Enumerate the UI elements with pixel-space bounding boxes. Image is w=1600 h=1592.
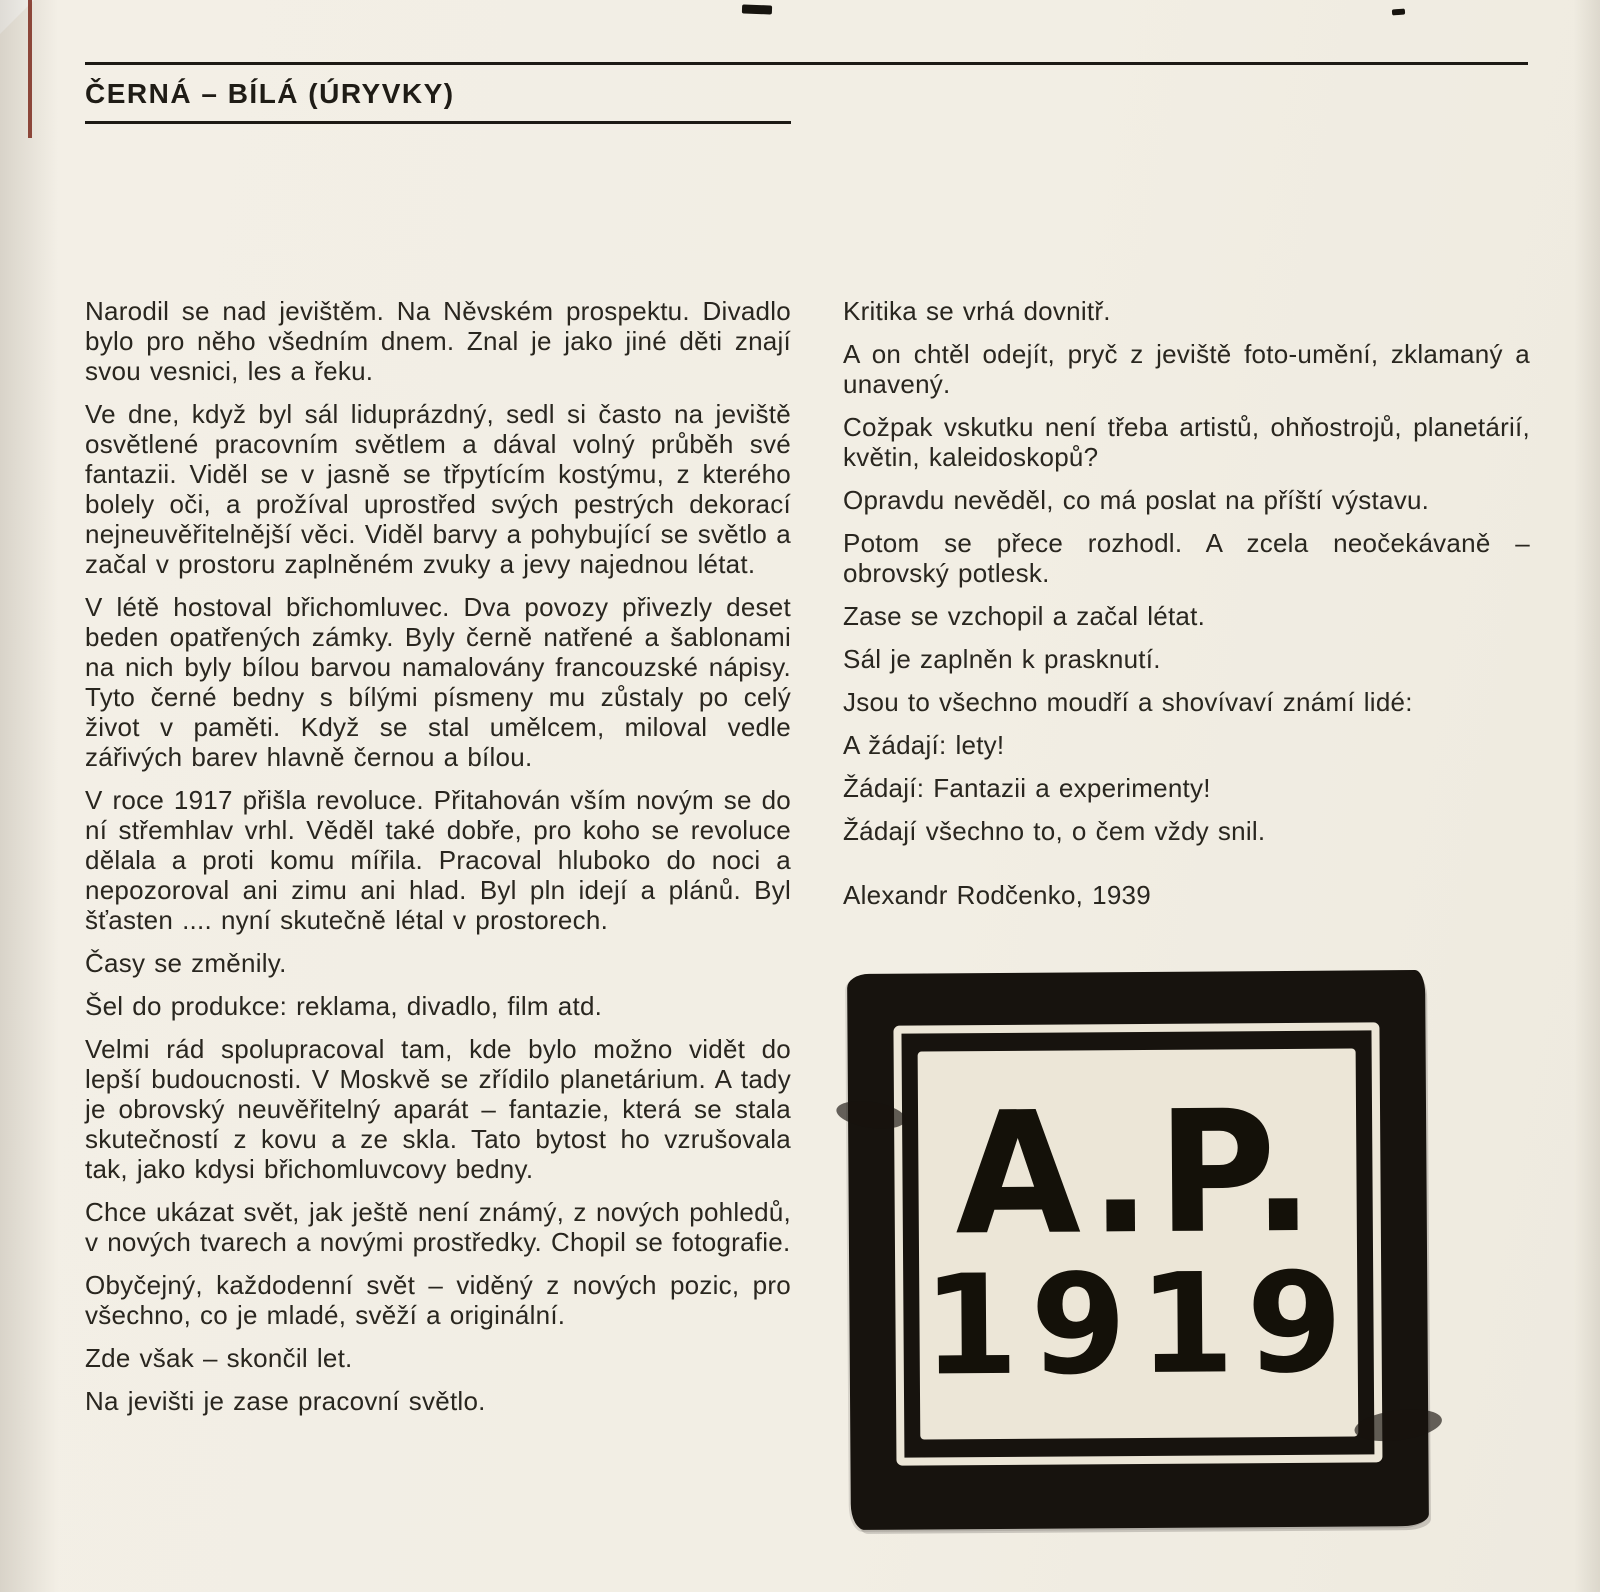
scan-speck [1392,9,1405,16]
left-edge-shadow [0,0,58,1592]
right-edge-shadow [1574,0,1600,1592]
stamp-ap-1919 [847,970,1429,1530]
paragraph: Šel do produkce: reklama, divadlo, film atd. [85,991,603,1021]
right-column [843,296,1530,1528]
paragraph: V roce 1917 přišla revoluce. Přitahován vším novým se do ní střemhlav vrhl. Věděl také dobře, pro koho se revoluce dělala a proti komu mířila. Pracoval hluboko do noci a nepozoroval ani zimu ani hlad. Byl pln idejí a plánů. Byl šťasten .... nyní skutečně létal v prostorech. [85,785,791,935]
stamp-frame [893,1022,1382,1465]
paragraph: Opravdu nevěděl, co má poslat na příští výstavu. [843,485,1430,515]
paragraph: Žádají všechno to, o čem vždy snil. [843,816,1266,846]
scan-speck [742,4,772,14]
paragraph: Ve dne, když byl sál liduprázdný, sedl si často na jeviště osvětlené pracovním světlem a dával volný průběh své fantazii. Viděl se v jasně se třpytícím kostýmu, z kterého bolely oči, a prožíval uprostřed svých pestrých dekorací nejneuvěřitelnější věci. Viděl barvy a pohybující se světlo a začal v prostoru zaplněném zvuky a jevy najednou létat. [85,399,791,579]
page-header [85,62,1528,124]
paragraph: Narodil se nad jevištěm. Na Něvském prospektu. Divadlo bylo pro něho všedním dnem. Znal je jako jiné děti znají svou vesnici, les a řeku. [85,296,791,386]
paragraph: Potom se přece rozhodl. A zcela neočekávaně – obrovský potlesk. [843,528,1530,588]
paragraph: Zase se vzchopil a začal létat. [843,601,1206,631]
paragraph: Velmi rád spolupracoval tam, kde bylo možno vidět do lepší budoucnosti. V Moskvě se zřídilo planetárium. A tady je obrovský neuvěřitelný aparát – fantazie, která se stala skutečností z kovu a ze skla. Tato bytost ho vzrušovala tak, jako kdysi břichomluvcovy bedny. [85,1034,791,1184]
stamp-center [918,1048,1359,1439]
paragraph: Časy se změnily. [85,948,287,978]
attribution: Alexandr Rodčenko, 1939 [843,880,1151,910]
text-columns [85,296,1530,1528]
paragraph: Jsou to všechno moudří a shovívaví známí lidé: [843,687,1413,717]
paragraph: Žádají: Fantazii a experimenty! [843,773,1211,803]
paragraph: Obyčejný, každodenní svět – viděný z nových pozic, pro všechno, co je mladé, svěží a originální. [85,1270,791,1330]
left-column [85,296,791,1528]
header-rule-top [85,62,1528,65]
stamp-text-1919: 1919 [921,1242,1356,1407]
paragraph: Cožpak vskutku není třeba artistů, ohňostrojů, planetárií, květin, kaleidoskopů? [843,412,1530,472]
paragraph: A on chtěl odejít, pryč z jeviště foto-umění, zklamaný a unavený. [843,339,1530,399]
paragraph: V létě hostoval břichomluvec. Dva povozy přivezly deset beden opatřených zámky. Byly černě natřené a šablonami na nich byly bílou barvou namalovány francouzské nápisy. Tyto černé bedny s bílými písmeny mu zůstaly po celý život v paměti. Když se stal umělcem, miloval vedle zářivých barev hlavně černou a bílou. [85,592,791,772]
paragraph: Sál je zaplněn k prasknutí. [843,644,1161,674]
scan-artifact-line [28,0,32,138]
header-rule-bottom [85,121,791,124]
paragraph: Na jevišti je zase pracovní světlo. [85,1386,486,1416]
paragraph: Chce ukázat svět, jak ještě není známý, z nových pohledů, v nových tvarech a novými prostředky. Chopil se fotografie. [85,1197,791,1257]
stamp-text-ap: A.P. [954,1074,1321,1273]
page-title: ČERNÁ – BÍLÁ (ÚRYVKY) [85,78,455,109]
paragraph: Kritika se vrhá dovnitř. [843,296,1111,326]
paragraph: Zde však – skončil let. [85,1343,353,1373]
paragraph: A žádají: lety! [843,730,1005,760]
